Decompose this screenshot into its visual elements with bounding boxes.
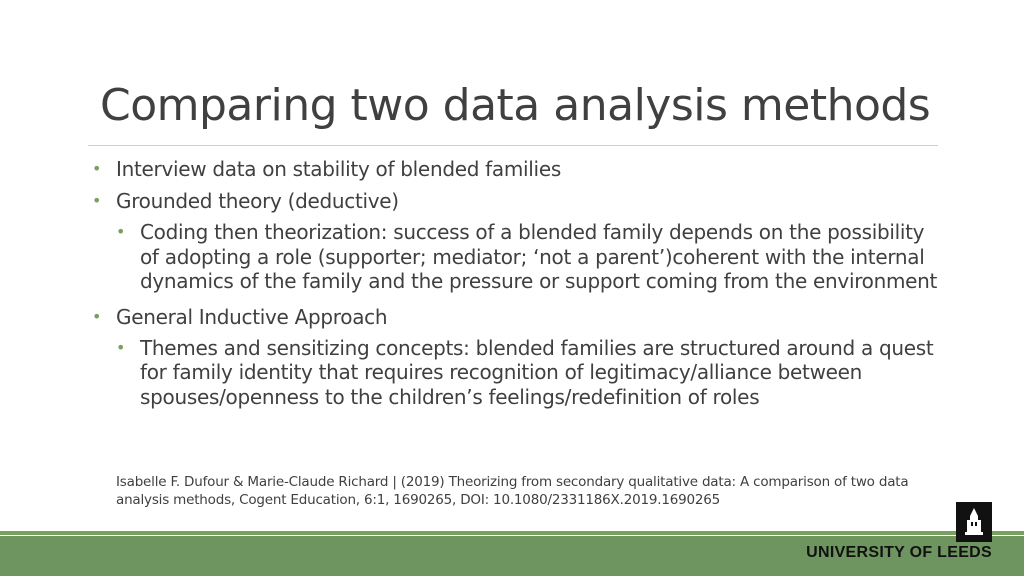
citation: Isabelle F. Dufour & Marie-Claude Richard | (2019) Theorizing from secondary qualitative data: A comparison of two data analysis methods, Cogent Education, 6:1, 1690265, DOI: 10.1080/2331186X.2019.1690265 (116, 474, 909, 508)
slide-title: Comparing two data analysis methods (100, 80, 931, 131)
bullet-text: General Inductive Approach (116, 304, 388, 329)
sub-bullet-text: Themes and sensitizing concepts: blended families are structured around a quest for family identity that requires recognition of legitimacy/alliance between spouses/openness to the children’s feelings/redefinition of roles (140, 335, 934, 409)
university-crest-icon (956, 502, 992, 542)
bullet-dot-icon: • (116, 337, 126, 357)
title-divider (88, 145, 938, 146)
bullet-text: Interview data on stability of blended families (116, 157, 561, 181)
footer-stripe (0, 531, 1024, 535)
bullet-text: Grounded theory (deductive) (116, 189, 399, 213)
bullet-dot-icon: • (116, 222, 126, 241)
bullet-dot-icon: • (92, 159, 102, 178)
sub-bullet-item (112, 336, 948, 410)
sub-bullet-item (112, 220, 948, 294)
university-logo-text: UNIVERSITY OF LEEDS (806, 544, 992, 561)
bullet-item (88, 156, 948, 182)
bullet-dot-icon: • (92, 191, 102, 210)
slide-content (88, 156, 948, 409)
bullet-item (88, 188, 948, 214)
bullet-item (88, 304, 948, 330)
sub-bullet-text: Coding then theorization: success of a blended family depends on the possibility of adopting a role (supporter; mediator; ‘not a parent’)coherent with the internal dynamics of the family and the pressure or support coming from the environment (140, 220, 938, 293)
bullet-dot-icon: • (92, 306, 102, 326)
